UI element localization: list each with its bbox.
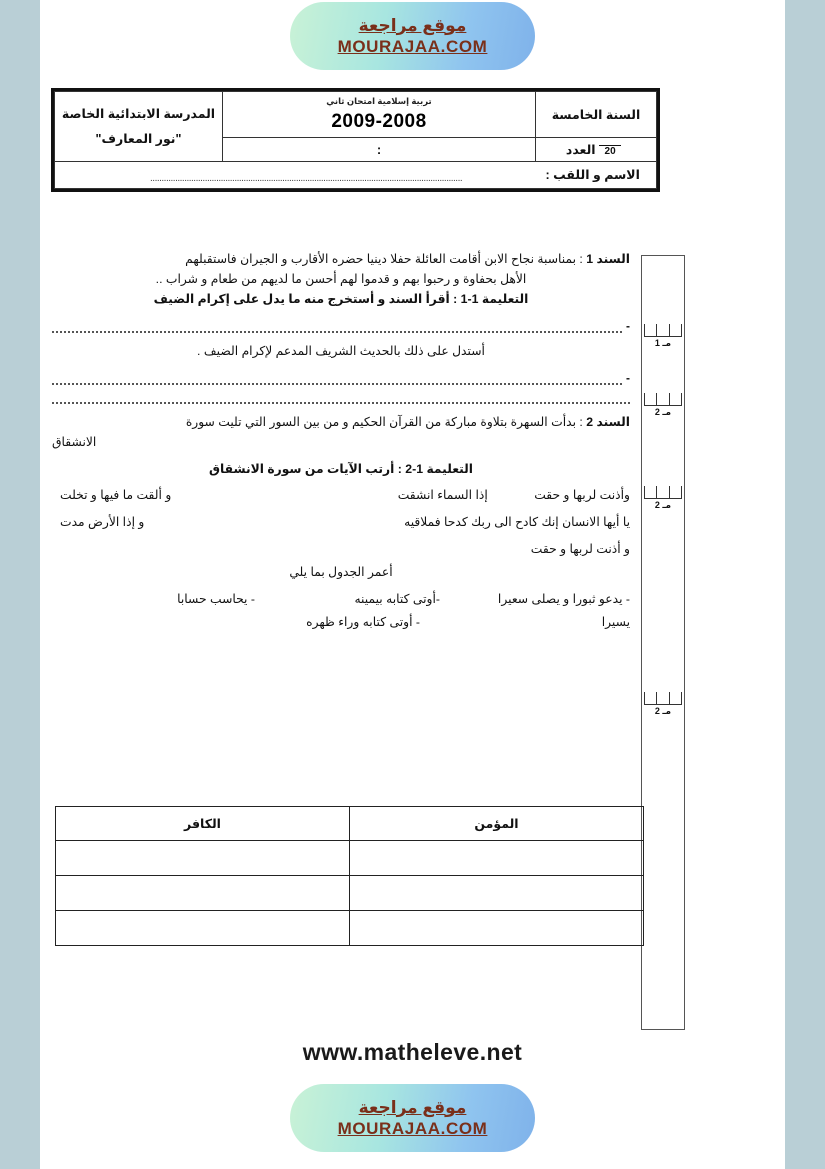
answer-table-row[interactable] <box>56 911 644 946</box>
watermark-banner-bottom <box>0 1082 825 1154</box>
answer-cell-disbeliever[interactable] <box>56 876 350 911</box>
task-1-block <box>52 290 630 310</box>
verse-3-a: و أذنت لربها و حقت <box>530 541 630 556</box>
answer-cell-disbeliever[interactable] <box>56 841 350 876</box>
answer-table-row[interactable] <box>56 876 644 911</box>
score-cell[interactable] <box>645 692 656 704</box>
verses-row-3 <box>52 538 630 561</box>
watermark-url-top: MOURAJAA.COM <box>337 37 488 56</box>
score-label-3: مـ 2 <box>654 500 672 510</box>
verses-col-right-3 <box>300 538 630 561</box>
score-cell[interactable] <box>669 324 681 336</box>
class-level-label: السنة الخامسة <box>551 108 641 122</box>
item-1-c: - يحاسب حسابا <box>177 592 255 607</box>
score-cell[interactable] <box>669 393 681 405</box>
header-cell-blank-colon <box>223 138 536 162</box>
exam-body <box>52 250 630 633</box>
watermark-pill-top <box>290 2 535 70</box>
header-cell-subject <box>223 92 536 138</box>
item-1-b: -أوتى كتابه بيمينه <box>354 592 440 607</box>
score-cell[interactable] <box>656 324 668 336</box>
task-1-text: : أقرأ السند و أستخرج منه ما يدل على إكرام الضيف <box>153 291 458 306</box>
answer-dotted-blank-2[interactable] <box>52 375 622 385</box>
exam-header-row-name <box>55 162 657 189</box>
exam-header-row-top <box>55 92 657 138</box>
task-2-number: 2-1 <box>405 462 424 477</box>
answer-dash-2: - <box>626 370 630 385</box>
score-box-3[interactable] <box>644 486 682 511</box>
watermark-arabic-label-top: موقع مراجعة <box>358 15 467 35</box>
passage-2-line-1 <box>52 413 630 433</box>
task-2-line <box>52 460 630 480</box>
score-cell[interactable] <box>669 486 681 498</box>
score-label-2: مـ 2 <box>654 407 672 417</box>
score-cell[interactable] <box>656 393 668 405</box>
score-margin-column <box>641 255 685 1030</box>
school-year-label: 2009-2008 <box>331 111 427 132</box>
answer-cell-believer[interactable] <box>350 911 644 946</box>
header-cell-mark <box>536 138 657 162</box>
answer-dotted-blank-1[interactable] <box>52 323 622 333</box>
passage-2-block <box>52 413 630 453</box>
passage-1-line-1 <box>52 250 630 270</box>
answer-cell-believer[interactable] <box>350 876 644 911</box>
items-row-2 <box>52 611 630 633</box>
answer-table-row[interactable] <box>56 841 644 876</box>
verses-row-1 <box>52 484 630 507</box>
page-edge-band-right <box>785 0 825 1169</box>
score-cells-3[interactable] <box>644 486 682 499</box>
verses-col-left-1 <box>60 484 300 507</box>
task-1-number: 1-1 <box>460 291 479 306</box>
passage-2-text-1: : بدأت السهرة بتلاوة مباركة من القرآن الحكيم و من بين السور التي تليت سورة <box>185 414 583 429</box>
student-name-label: الاسم و اللقب : <box>545 168 640 183</box>
score-cell[interactable] <box>656 486 668 498</box>
subject-label: تربية إسلامية امتحان ثاني <box>326 96 432 106</box>
passage-2-tag: السند <box>596 414 630 429</box>
school-name-line1: المدرسة الابتدائية الخاصة <box>61 106 216 121</box>
mark-label: العدد <box>565 143 596 157</box>
header-cell-student-name[interactable] <box>55 162 657 189</box>
watermark-banner-top <box>0 0 825 72</box>
score-cell[interactable] <box>645 324 656 336</box>
task-3-instruction: أعمر الجدول بما يلي <box>289 564 393 579</box>
answer-cell-disbeliever[interactable] <box>56 911 350 946</box>
classification-answer-table <box>55 806 644 946</box>
score-cell[interactable] <box>645 486 656 498</box>
passage-2-line-2: الانشقاق <box>52 434 97 449</box>
answer-line-2[interactable] <box>52 371 630 385</box>
verse-1-c: و ألقت ما فيها و تخلت <box>60 488 172 503</box>
header-cell-class <box>536 92 657 138</box>
item-1-a: - يدعو ثبورا و يصلى سعيرا <box>497 592 630 607</box>
score-cells-1[interactable] <box>644 324 682 337</box>
school-name-line2: "نور المعارف" <box>95 131 182 146</box>
score-box-4[interactable] <box>644 692 682 717</box>
passage-1-text-1: : بمناسبة نجاح الابن أقامت العائلة حفلا دينيا حضره الأقارب و الجيران فاستقبلهم <box>185 252 583 266</box>
verses-col-left-2 <box>60 511 300 534</box>
task-1-tag: التعليمة <box>481 291 529 306</box>
passage-1-line-2: الأهل بحفاوة و رحبوا بهم و قدموا لهم أحسن ما لديهم من طعام و شراب .. <box>155 271 527 286</box>
score-label-1: مـ 1 <box>654 338 672 348</box>
watermark-arabic-label-bottom: موقع مراجعة <box>358 1097 467 1117</box>
score-cell[interactable] <box>656 692 668 704</box>
task-1-sub-instruction: أستدل على ذلك بالحديث الشريف المدعم لإكرام الضيف . <box>197 343 485 358</box>
mark-denominator: 20 <box>604 146 616 158</box>
task-1-line <box>52 290 630 310</box>
page-edge-band-left <box>0 0 40 1169</box>
score-cell[interactable] <box>669 692 681 704</box>
colon-marker: : <box>376 142 382 158</box>
exam-header-box <box>51 88 660 192</box>
score-cells-4[interactable] <box>644 692 682 705</box>
mark-fraction <box>599 144 621 157</box>
score-cells-2[interactable] <box>644 393 682 406</box>
answer-cell-believer[interactable] <box>350 841 644 876</box>
items-row-1 <box>52 588 630 610</box>
item-2-a: يسيرا <box>601 614 630 629</box>
answer-line-1[interactable] <box>52 319 630 333</box>
task-2-text: : أرتب الآيات من سورة الانشقاق <box>208 462 402 477</box>
watermark-pill-bottom <box>290 1084 535 1152</box>
score-box-1[interactable] <box>644 324 682 349</box>
passage-1-number: 1 <box>586 252 594 266</box>
score-label-4: مـ 2 <box>654 706 672 716</box>
verses-row-2 <box>52 511 630 534</box>
verse-2-c: و إذا الأرض مدت <box>60 515 145 530</box>
passage-1-tag: السند <box>596 252 630 266</box>
passage-1-block <box>52 250 630 290</box>
answer-line-3[interactable] <box>52 394 630 404</box>
task-2-block <box>52 460 630 480</box>
exam-header-table <box>54 91 657 189</box>
verse-1-b: وأذنت لربها و حقت <box>534 488 630 503</box>
verse-2-a: يا أيها الانسان إنك كادح الى ربك كدحا فملاقيه <box>404 515 630 530</box>
source-website-url: www.matheleve.net <box>302 1039 523 1065</box>
answer-table-header-disbeliever: الكافر <box>56 807 350 841</box>
task-2-tag: التعليمة <box>426 462 474 477</box>
score-box-2[interactable] <box>644 393 682 418</box>
answer-dash-1: - <box>626 318 630 333</box>
header-cell-school <box>55 92 223 162</box>
score-cell[interactable] <box>645 393 656 405</box>
answer-table-header-row <box>56 807 644 841</box>
item-2-b: - أوتى كتابه وراء ظهره <box>306 614 420 629</box>
passage-2-number: 2 <box>586 414 594 429</box>
verses-col-right-1 <box>300 484 630 507</box>
student-name-dotted-field[interactable]: ......................................................................................................................................... <box>150 173 463 185</box>
answer-dotted-blank-3[interactable] <box>52 394 630 404</box>
answer-table-header-believer: المؤمن <box>350 807 644 841</box>
watermark-url-bottom: MOURAJAA.COM <box>337 1119 488 1138</box>
verse-1-a: إذا السماء انشقت <box>397 488 488 503</box>
verses-col-right-2 <box>300 511 630 534</box>
